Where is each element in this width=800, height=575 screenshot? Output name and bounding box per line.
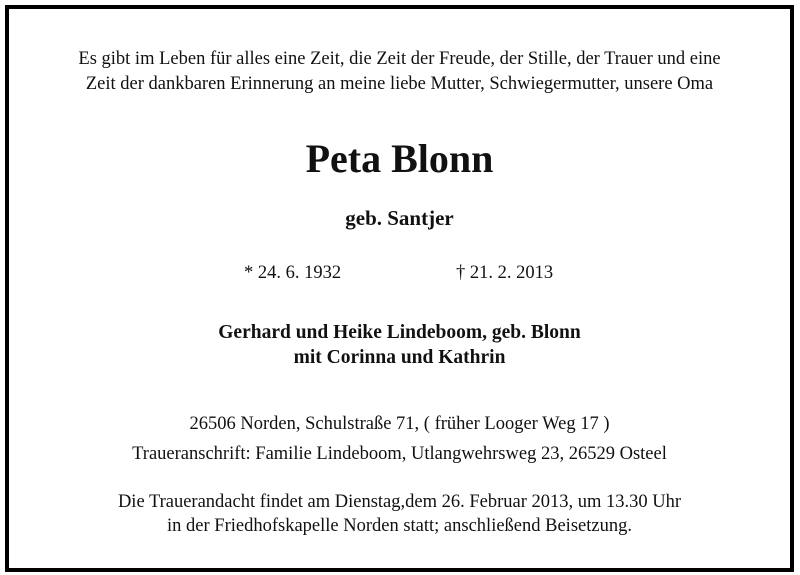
death-date: † 21. 2. 2013 <box>456 263 554 283</box>
intro-line-1: Es gibt im Leben für alles eine Zeit, die Zeit der Freude, der Stille, der Trauer und eine <box>78 49 721 69</box>
birth-date: * 24. 6. 1932 <box>244 263 342 283</box>
home-address: 26506 Norden, Schulstraße 71, ( früher Looger Weg 17 ) <box>189 414 610 434</box>
intro-text <box>9 47 790 97</box>
maiden-name: geb. Santjer <box>345 206 454 230</box>
service-line-2: in der Friedhofskapelle Norden statt; anschließend Beisetzung. <box>167 516 632 536</box>
deceased-name: Peta Blonn <box>305 136 494 181</box>
obituary-notice <box>5 5 794 572</box>
intro-line-2: Zeit der dankbaren Erinnerung an meine liebe Mutter, Schwiegermutter, unsere Oma <box>85 74 714 94</box>
life-dates <box>9 261 790 285</box>
family-line-1: Gerhard und Heike Lindeboom, geb. Blonn <box>218 322 581 343</box>
family-signature <box>9 320 790 370</box>
family-line-2: mit Corinna und Kathrin <box>293 347 506 368</box>
service-line-1: Die Trauerandacht findet am Dienstag,dem 26. Februar 2013, um 13.30 Uhr <box>117 492 682 512</box>
service-info <box>9 490 790 538</box>
mourning-address: Traueranschrift: Familie Lindeboom, Utlangwehrsweg 23, 26529 Osteel <box>132 444 667 464</box>
